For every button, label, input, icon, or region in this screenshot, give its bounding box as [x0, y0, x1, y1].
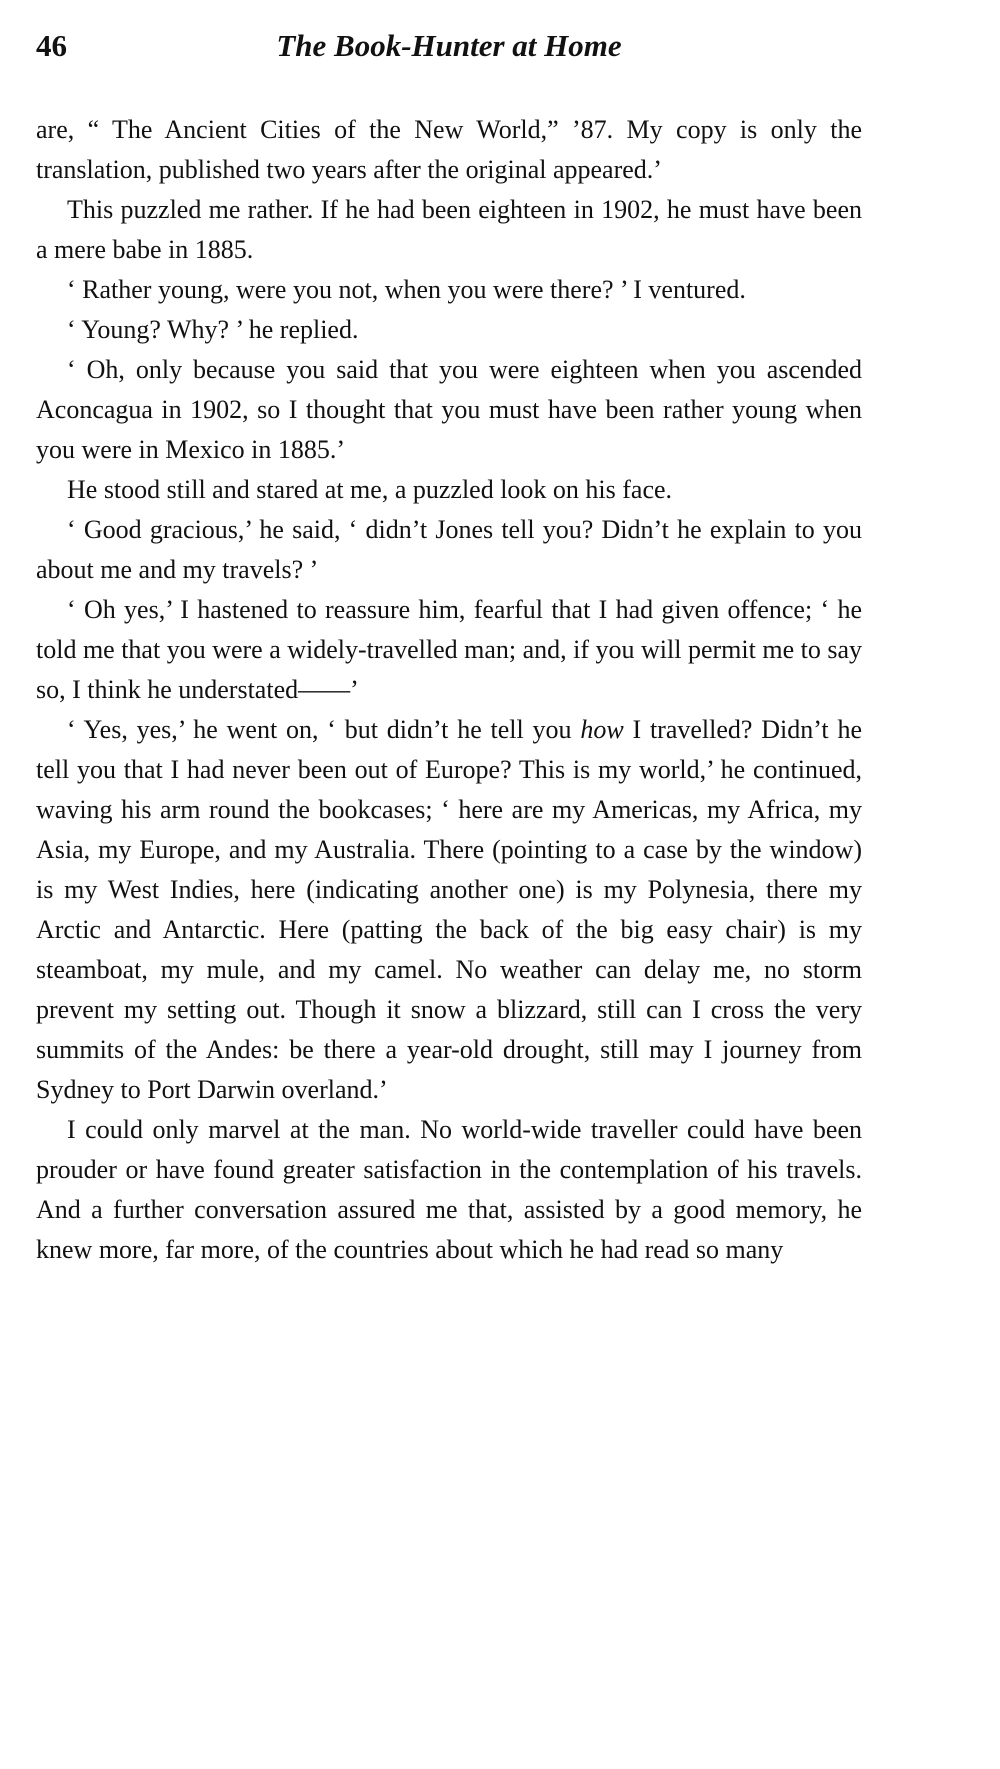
page-number: 46 [36, 28, 67, 63]
paragraph: ‘ Rather young, were you not, when you were there? ’ I ventured. [67, 275, 746, 304]
paragraph: He stood still and stared at me, a puzzled look on his face. [67, 475, 673, 504]
paragraph: ‘ Oh yes,’ I hastened to reassure him, fearful that I had given offence; ‘ he told me that you were a widely-travelled man; and, if you will permit me to say so, I think he understated——’ [36, 595, 862, 704]
running-head [36, 22, 862, 78]
paragraph: ‘ Young? Why? ’ he replied. [67, 315, 359, 344]
paragraph: ‘ Oh, only because you said that you were eighteen when you ascended Aconcagua in 1902, so I thought that you must have been rather young when you were in Mexico in 1885.’ [36, 355, 862, 464]
paragraph-continuation: are, “ The Ancient Cities of the New World,” ’87. My copy is only the translation, published two years after the original appeared.’ [36, 115, 862, 184]
paragraph: This puzzled me rather. If he had been eighteen in 1902, he must have been a mere babe in 1885. [36, 195, 862, 264]
body-text [36, 110, 862, 1270]
book-page [36, 22, 862, 1270]
running-title: The Book-Hunter at Home [276, 28, 622, 63]
paragraph-text: I travelled? Didn’t he tell you that I had never been out of Europe? This is my world,’ he continued, waving his arm round the bookcases; ‘ here are my Americas, my Africa, my Asia, my Europe, and my Australia. There (pointing to a case by the window) is my West Indies, here (indicating another one) is my Polynesia, there my Arctic and Antarctic. Here (patting the back of the big easy chair) is my steamboat, my mule, and my camel. No weather can delay me, no storm prevent my setting out. Though it snow a blizzard, still can I cross the very summits of the Andes: be there a year-old drought, still may I journey from Sydney to Port Darwin overland.’ [36, 715, 862, 1104]
paragraph-text: ‘ Yes, yes,’ he went on, ‘ but didn’t he tell you [67, 715, 581, 744]
paragraph-with-emphasis [36, 710, 862, 1110]
paragraph: I could only marvel at the man. No world-wide traveller could have been prouder or have found greater satisfaction in the contemplation of his travels. And a further conversation assured me that, assisted by a good memory, he knew more, far more, of the countries about which he had read so many [36, 1115, 862, 1264]
paragraph: ‘ Good gracious,’ he said, ‘ didn’t Jones tell you? Didn’t he explain to you about me and my travels? ’ [36, 515, 862, 584]
emphasis-text: how [580, 715, 624, 744]
